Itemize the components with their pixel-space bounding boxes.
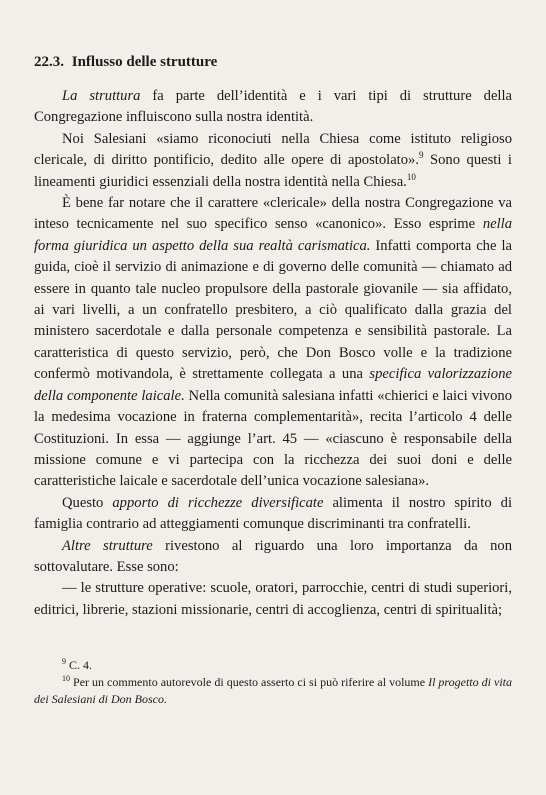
text-span: Infatti comporta che la guida, cioè il servizio di animazione e di governo delle comunità — chiamato ad essere in quanto tale nucleo propulsore della pastorale giovanile — sia affidato, ai vari livelli, a un confratello presbitero, a ciò qualificato dalla grazia del ministero sacerdotale e dalla personale competenza e sensibilità pastorale. La caratteristica di questo servizio, però, che Don Bosco volle e la tradizione confermò motivandola, è strettamente collegata a una <box>34 237 512 383</box>
text-span: — le strutture operative: scuole, oratori, parrocchie, centri di studi superiori, editrici, librerie, stazioni missionarie, centri di accoglienza, centri di spiritualità; <box>34 580 512 618</box>
section-heading <box>34 52 512 72</box>
paragraph-p4 <box>34 493 512 536</box>
paragraph-p6 <box>34 578 512 621</box>
italic-span: Il progetto di vita dei Salesiani di Don Bosco. <box>34 675 512 706</box>
text-span: È bene far notare che il carattere «clericale» della nostra Congregazione va inteso tecnicamente nel suo specifico senso «canonico». Esso esprime <box>34 195 512 233</box>
paragraph-p1 <box>34 86 512 129</box>
footnote-number: 10 <box>62 674 70 683</box>
text-span: Sono questi i lineamenti giuridici essenziali della nostra identità nella Chiesa. <box>34 152 512 190</box>
text-span: rivestono al riguardo una loro importanza da non sottovalutare. Esse sono: <box>34 537 512 575</box>
paragraph-p5 <box>34 536 512 579</box>
paragraph-p2 <box>34 129 512 193</box>
italic-span: La struttura <box>62 88 141 104</box>
italic-span: nella forma giuridica un aspetto della sua realtà carismatica. <box>34 216 512 254</box>
text-span: C. 4. <box>69 658 93 672</box>
footnote-9 <box>34 657 512 674</box>
text-span: fa parte dell’identità e i vari tipi di strutture della Congregazione influiscono sulla nostra identità. <box>34 88 513 126</box>
text-span: Questo <box>62 494 113 511</box>
footnote-ref: 10 <box>406 171 416 182</box>
section-title: Influsso delle strutture <box>71 54 218 70</box>
italic-span: specifica valorizzazione della componente laicale. <box>34 366 512 404</box>
paragraph-p3 <box>34 193 512 493</box>
italic-span: Altre strutture <box>62 537 153 554</box>
text-span: Noi Salesiani «siamo riconociuti nella Chiesa come istituto religioso clericale, di diritto pontificio, dedito alle opere di apostolato». <box>34 130 512 169</box>
italic-span: apporto di ricchezze diversificate <box>112 494 324 511</box>
text-span: alimenta il nostro spirito di famiglia contrario ad atteggiamenti comunque discriminanti tra confratelli. <box>34 494 513 533</box>
footnotes <box>34 657 512 708</box>
footnote-ref: 9 <box>418 150 424 161</box>
text-span: Nella comunità salesiana infatti «chierici e laici vivono la medesima vocazione in fraterna complementarità», recita l’articolo 4 delle Costituzioni. In essa — aggiunge l’art. 45 — «ciascuno è responsabile della missione comune e vi partecipa con la ricchezza dei suoi doni e delle caratteristiche laicale e sacerdotale dell’unica vocazione salesiana». <box>34 387 512 490</box>
page-content <box>34 52 512 621</box>
section-number: 22.3. <box>34 54 64 70</box>
text-span: Per un commento autorevole di questo asserto ci si può riferire al volume <box>73 675 429 689</box>
body-text <box>34 86 512 621</box>
footnote-number: 9 <box>62 657 66 666</box>
footnote-10 <box>34 674 512 708</box>
